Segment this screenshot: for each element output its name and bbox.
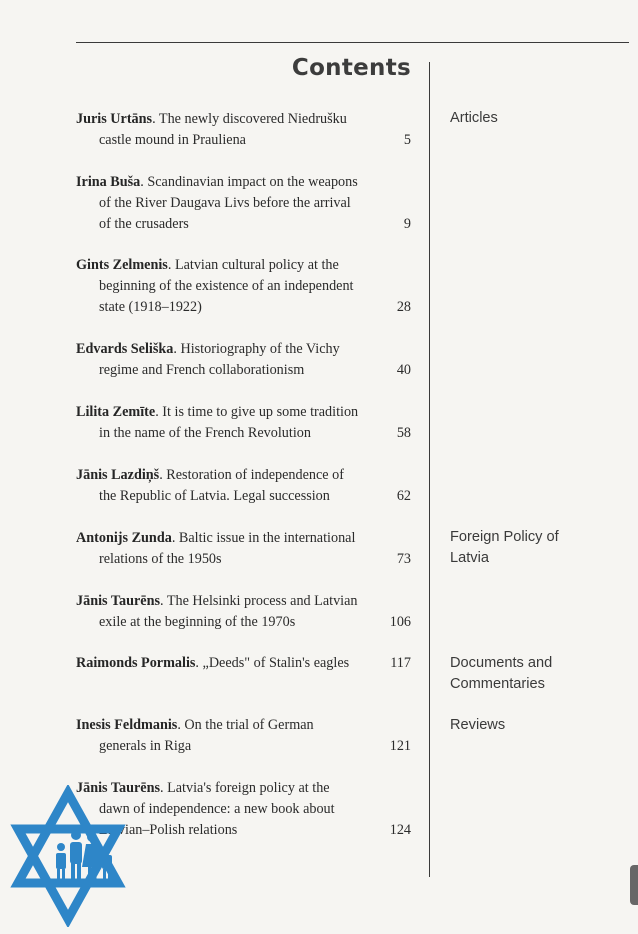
toc-entry[interactable] bbox=[76, 402, 411, 444]
toc-entry[interactable] bbox=[76, 255, 411, 318]
entry-page: 28 bbox=[396, 299, 411, 315]
entry-title: state (1918–1922) bbox=[99, 299, 202, 315]
toc-entry[interactable] bbox=[76, 172, 411, 235]
top-rule bbox=[76, 42, 629, 43]
entry-title: . Latvia's foreign policy at the bbox=[159, 780, 330, 796]
section-reviews[interactable]: Reviews bbox=[450, 717, 506, 733]
entry-page: 62 bbox=[396, 488, 411, 504]
entry-page: 121 bbox=[389, 738, 411, 754]
entry-author: Gints Zelmenis bbox=[76, 257, 168, 273]
entry-author: Jānis Taurēns bbox=[76, 780, 160, 796]
toc-entry[interactable] bbox=[76, 109, 411, 151]
section-foreign-policy[interactable]: Foreign Policy of Latvia bbox=[450, 529, 559, 566]
entry-title: in the name of the French Revolution bbox=[99, 425, 311, 441]
entry-author: Edvards Seliška bbox=[76, 341, 174, 357]
entry-title: of the crusaders bbox=[99, 216, 189, 232]
entry-title: generals in Riga bbox=[99, 738, 192, 754]
entry-title: . Baltic issue in the international bbox=[171, 530, 356, 546]
entry-page: 106 bbox=[389, 614, 411, 630]
toc-entry[interactable] bbox=[76, 339, 411, 381]
entry-author: Irina Buša bbox=[76, 174, 141, 190]
entry-page: 40 bbox=[396, 362, 411, 378]
entry-title: . The Helsinki process and Latvian bbox=[159, 593, 358, 609]
entry-title: . It is time to give up some tradition bbox=[155, 404, 359, 420]
entry-title: . „Deeds" of Stalin's eagles bbox=[195, 655, 350, 671]
entry-title: dawn of independence: a new book about bbox=[99, 801, 335, 817]
entry-author: Jānis Taurēns bbox=[76, 593, 160, 609]
section-articles[interactable]: Articles bbox=[450, 110, 498, 126]
toc-entry[interactable] bbox=[76, 591, 411, 633]
entry-page: 73 bbox=[396, 551, 411, 567]
entry-author: Juris Urtāns bbox=[76, 111, 153, 127]
entry-page: 124 bbox=[389, 822, 411, 838]
section-documents[interactable]: Documents and Commentaries bbox=[450, 655, 553, 692]
entry-page: 117 bbox=[390, 655, 411, 671]
page-edge-tab bbox=[630, 865, 638, 905]
entry-author: Raimonds Pormalis bbox=[76, 655, 196, 671]
entry-title: of the River Daugava Livs before the arrival bbox=[99, 195, 351, 211]
entry-title: relations of the 1950s bbox=[99, 551, 222, 567]
entry-page: 58 bbox=[396, 425, 411, 441]
entry-title: . Scandinavian impact on the weapons bbox=[140, 174, 358, 190]
entry-title: exile at the beginning of the 1970s bbox=[99, 614, 296, 630]
toc-entry[interactable] bbox=[76, 528, 411, 570]
entry-title: . The newly discovered Niedrušku bbox=[152, 111, 347, 127]
entry-title: Latvian–Polish relations bbox=[99, 822, 238, 838]
column-divider bbox=[429, 62, 430, 877]
entry-title: . On the trial of German bbox=[177, 717, 314, 733]
star-family-logo bbox=[8, 785, 128, 927]
entry-title: . Historiography of the Vichy bbox=[173, 341, 340, 357]
entry-title: . Latvian cultural policy at the bbox=[167, 257, 339, 273]
entry-title: castle mound in Prauliena bbox=[99, 132, 246, 148]
entry-author: Antonijs Zunda bbox=[76, 530, 172, 546]
toc-entry[interactable] bbox=[76, 715, 411, 757]
entry-title: beginning of the existence of an independent bbox=[99, 278, 354, 294]
entry-page: 5 bbox=[403, 132, 411, 148]
entry-author: Lilita Zemīte bbox=[76, 404, 156, 420]
entry-title: regime and French collaborationism bbox=[99, 362, 305, 378]
entry-page: 9 bbox=[403, 216, 411, 232]
entry-author: Jānis Lazdiņš bbox=[76, 467, 160, 483]
toc-entry[interactable] bbox=[76, 653, 411, 674]
entry-author: Inesis Feldmanis bbox=[76, 717, 178, 733]
entry-title: the Republic of Latvia. Legal succession bbox=[99, 488, 330, 504]
entry-title: . Restoration of independence of bbox=[159, 467, 344, 483]
toc-entry[interactable] bbox=[76, 465, 411, 507]
page-title: Contents bbox=[291, 55, 411, 81]
